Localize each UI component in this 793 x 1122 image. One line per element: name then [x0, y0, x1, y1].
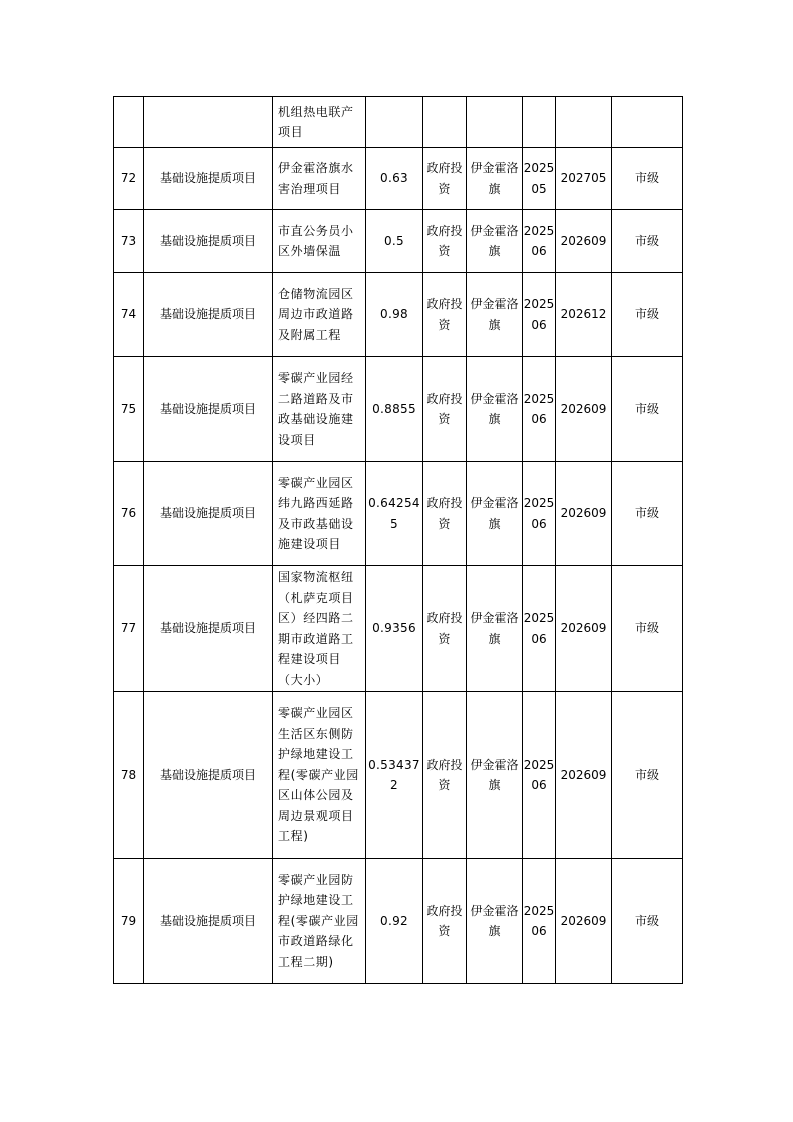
- row-project-name: 零碳产业园经二路道路及市政基础设施建设项目: [273, 357, 366, 462]
- table-row: [114, 566, 683, 692]
- row-index: 77: [114, 566, 144, 692]
- table-row: [114, 357, 683, 462]
- row-end: [556, 97, 612, 148]
- row-project-name: 机组热电联产项目: [273, 97, 366, 148]
- row-category: 基础设施提质项目: [144, 859, 273, 984]
- row-project-name: 国家物流枢纽（札萨克项目区）经四路二期市政道路工程建设项目（大小）: [273, 566, 366, 692]
- row-end: 202612: [556, 273, 612, 357]
- row-location: 伊金霍洛旗: [467, 566, 523, 692]
- row-category: 基础设施提质项目: [144, 566, 273, 692]
- row-category: 基础设施提质项目: [144, 357, 273, 462]
- row-start: 202506: [523, 273, 556, 357]
- row-start: 202506: [523, 566, 556, 692]
- row-funding: 政府投资: [423, 210, 467, 273]
- row-start: 202505: [523, 148, 556, 210]
- row-index: [114, 97, 144, 148]
- row-location: 伊金霍洛旗: [467, 357, 523, 462]
- row-index: 76: [114, 462, 144, 566]
- table-row: [114, 462, 683, 566]
- row-amount: [366, 97, 423, 148]
- row-amount: 0.9356: [366, 566, 423, 692]
- row-project-name: 市直公务员小区外墙保温: [273, 210, 366, 273]
- row-category: 基础设施提质项目: [144, 692, 273, 859]
- row-category: 基础设施提质项目: [144, 210, 273, 273]
- row-funding: 政府投资: [423, 148, 467, 210]
- row-level: [612, 97, 683, 148]
- row-funding: 政府投资: [423, 462, 467, 566]
- row-category: 基础设施提质项目: [144, 273, 273, 357]
- row-project-name: 零碳产业园区生活区东侧防护绿地建设工程(零碳产业园区山体公园及周边景观项目工程): [273, 692, 366, 859]
- row-amount: 0.98: [366, 273, 423, 357]
- row-amount: 0.92: [366, 859, 423, 984]
- row-project-name: 伊金霍洛旗水害治理项目: [273, 148, 366, 210]
- table-row: [114, 273, 683, 357]
- row-project-name: 仓储物流园区周边市政道路及附属工程: [273, 273, 366, 357]
- row-end: 202609: [556, 566, 612, 692]
- row-location: 伊金霍洛旗: [467, 692, 523, 859]
- row-funding: 政府投资: [423, 859, 467, 984]
- row-location: 伊金霍洛旗: [467, 148, 523, 210]
- table-row: [114, 97, 683, 148]
- row-funding: 政府投资: [423, 357, 467, 462]
- row-index: 73: [114, 210, 144, 273]
- row-start: 202506: [523, 210, 556, 273]
- row-start: 202506: [523, 859, 556, 984]
- row-project-name: 零碳产业园防护绿地建设工程(零碳产业园市政道路绿化工程二期): [273, 859, 366, 984]
- row-level: 市级: [612, 357, 683, 462]
- row-index: 79: [114, 859, 144, 984]
- row-level: 市级: [612, 210, 683, 273]
- row-end: 202609: [556, 859, 612, 984]
- row-end: 202609: [556, 210, 612, 273]
- row-category: 基础设施提质项目: [144, 462, 273, 566]
- row-funding: [423, 97, 467, 148]
- row-level: 市级: [612, 692, 683, 859]
- row-start: [523, 97, 556, 148]
- row-end: 202609: [556, 462, 612, 566]
- row-index: 78: [114, 692, 144, 859]
- row-location: 伊金霍洛旗: [467, 273, 523, 357]
- table-row: [114, 148, 683, 210]
- row-end: 202609: [556, 357, 612, 462]
- row-amount: 0.5: [366, 210, 423, 273]
- row-category: [144, 97, 273, 148]
- row-category: 基础设施提质项目: [144, 148, 273, 210]
- row-project-name: 零碳产业园区纬九路西延路及市政基础设施建设项目: [273, 462, 366, 566]
- row-funding: 政府投资: [423, 692, 467, 859]
- table-row: [114, 210, 683, 273]
- row-index: 75: [114, 357, 144, 462]
- row-amount: 0.642545: [366, 462, 423, 566]
- row-index: 74: [114, 273, 144, 357]
- row-index: 72: [114, 148, 144, 210]
- row-level: 市级: [612, 148, 683, 210]
- row-start: 202506: [523, 357, 556, 462]
- row-funding: 政府投资: [423, 566, 467, 692]
- row-amount: 0.534372: [366, 692, 423, 859]
- row-funding: 政府投资: [423, 273, 467, 357]
- row-amount: 0.8855: [366, 357, 423, 462]
- row-location: 伊金霍洛旗: [467, 859, 523, 984]
- row-level: 市级: [612, 859, 683, 984]
- row-level: 市级: [612, 273, 683, 357]
- row-location: 伊金霍洛旗: [467, 462, 523, 566]
- row-level: 市级: [612, 566, 683, 692]
- row-location: [467, 97, 523, 148]
- row-end: 202609: [556, 692, 612, 859]
- row-location: 伊金霍洛旗: [467, 210, 523, 273]
- row-start: 202506: [523, 692, 556, 859]
- table-row: [114, 692, 683, 859]
- table-row: [114, 859, 683, 984]
- row-start: 202506: [523, 462, 556, 566]
- project-table: [113, 96, 683, 984]
- row-amount: 0.63: [366, 148, 423, 210]
- row-end: 202705: [556, 148, 612, 210]
- row-level: 市级: [612, 462, 683, 566]
